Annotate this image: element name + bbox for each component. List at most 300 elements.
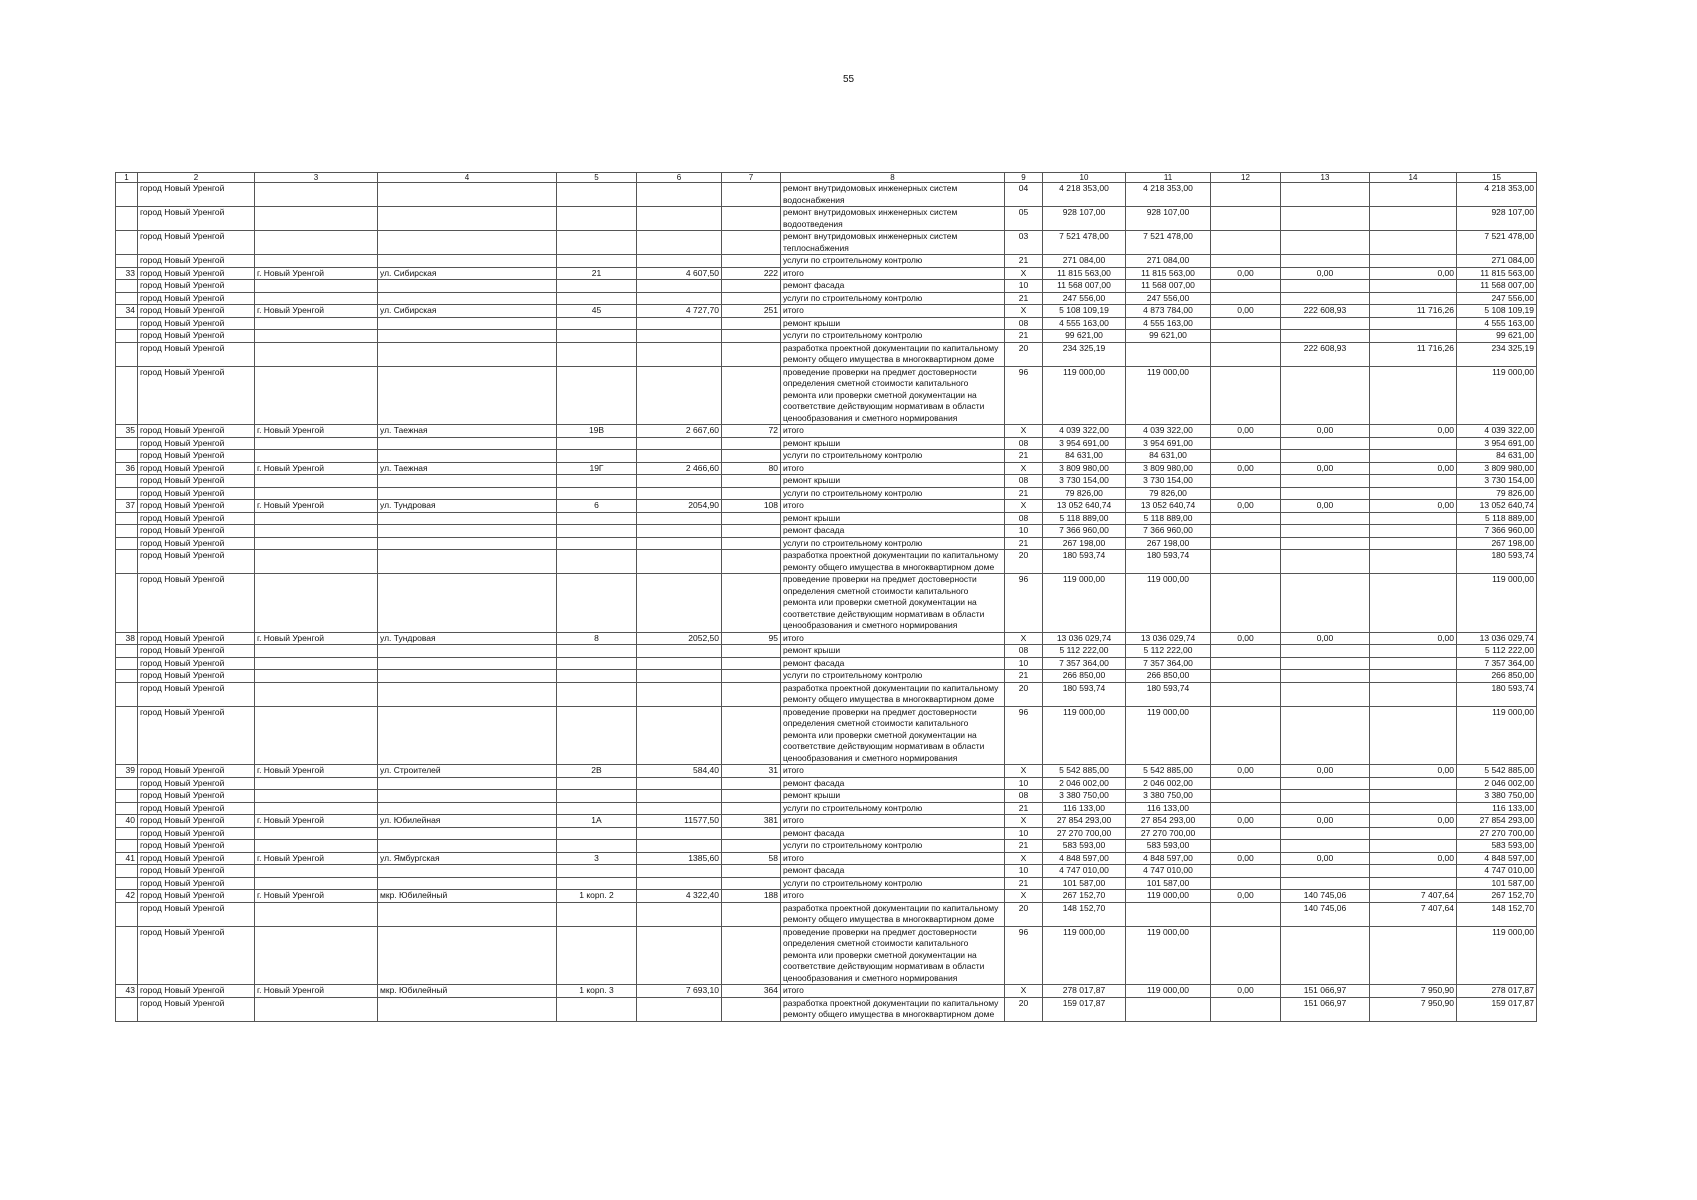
table-cell [637,802,722,815]
table-row-total [116,425,1537,438]
table-cell [255,827,378,840]
table-cell: 7 693,10 [637,985,722,998]
table-cell [557,487,637,500]
table-cell [557,330,637,343]
table-cell: 11 815 563,00 [1043,267,1126,280]
program-table [115,172,1537,1022]
table-row [116,255,1537,268]
column-number-10: 10 [1043,173,1126,183]
table-cell: 11 716,26 [1370,305,1457,318]
table-cell: 148 152,70 [1043,902,1126,926]
table-cell [255,280,378,293]
table-cell [378,537,557,550]
table-cell [1211,682,1281,706]
table-cell: X [1005,267,1043,280]
table-cell [378,330,557,343]
table-cell: ремонт крыши [781,512,1005,525]
table-cell [378,280,557,293]
table-cell [1126,342,1211,366]
table-cell [637,255,722,268]
table-cell: 05 [1005,207,1043,231]
table-cell: 3 809 980,00 [1043,462,1126,475]
table-row [116,902,1537,926]
table-cell [1370,537,1457,550]
table-cell [1370,292,1457,305]
table-cell: 584,40 [637,765,722,778]
table-cell [1370,317,1457,330]
table-cell [116,366,138,425]
table-cell: город Новый Уренгой [138,280,255,293]
table-cell: ул. Юбилейная [378,815,557,828]
table-cell: X [1005,425,1043,438]
table-cell: город Новый Уренгой [138,645,255,658]
table-cell [255,207,378,231]
table-cell: 84 631,00 [1043,450,1126,463]
table-cell [116,902,138,926]
table-cell: 96 [1005,366,1043,425]
table-cell: 11 716,26 [1370,342,1457,366]
table-cell: 80 [722,462,781,475]
table-row [116,877,1537,890]
table-cell [255,670,378,683]
table-cell [637,512,722,525]
table-cell [637,902,722,926]
table-cell [637,487,722,500]
table-cell: 140 745,06 [1281,902,1370,926]
table-cell [1281,827,1370,840]
table-cell: 99 621,00 [1043,330,1126,343]
table-row [116,512,1537,525]
table-row [116,840,1537,853]
table-cell [1370,450,1457,463]
table-cell [1370,670,1457,683]
table-cell: 5 112 222,00 [1043,645,1126,658]
table-cell: город Новый Уренгой [138,632,255,645]
table-cell: 3 730 154,00 [1457,475,1537,488]
table-cell: ремонт крыши [781,437,1005,450]
table-cell [1370,550,1457,574]
table-cell: 0,00 [1211,500,1281,513]
table-cell: город Новый Уренгой [138,487,255,500]
table-cell: услуги по строительному контролю [781,487,1005,500]
table-cell [1211,207,1281,231]
table-cell: X [1005,985,1043,998]
table-cell: 247 556,00 [1126,292,1211,305]
table-cell [1281,231,1370,255]
table-cell [255,450,378,463]
table-cell: 08 [1005,512,1043,525]
table-cell [557,550,637,574]
table-cell: 0,00 [1211,852,1281,865]
table-cell [722,183,781,207]
column-number-9: 9 [1005,173,1043,183]
table-cell: 119 000,00 [1457,706,1537,765]
table-cell: город Новый Уренгой [138,500,255,513]
table-cell [378,255,557,268]
table-cell [378,802,557,815]
table-cell [255,574,378,633]
column-number-6: 6 [637,173,722,183]
table-cell: 0,00 [1370,500,1457,513]
table-row [116,865,1537,878]
table-cell: 4 848 597,00 [1457,852,1537,865]
table-cell: 222 608,93 [1281,305,1370,318]
table-cell: ремонт внутридомовых инженерных систем теплоснабжения [781,231,1005,255]
table-cell [557,207,637,231]
table-cell [378,926,557,985]
table-row-total [116,305,1537,318]
table-cell: 159 017,87 [1043,997,1126,1021]
table-cell: мкр. Юбилейный [378,890,557,903]
table-cell: 21 [1005,802,1043,815]
table-cell [557,475,637,488]
table-cell: 38 [116,632,138,645]
table-cell: ремонт фасада [781,865,1005,878]
table-cell [1211,450,1281,463]
table-cell: разработка проектной документации по капитальному ремонту общего имущества в многоквартирном доме [781,550,1005,574]
table-cell [1211,706,1281,765]
table-row-total [116,632,1537,645]
table-cell [722,645,781,658]
table-cell: 3 730 154,00 [1043,475,1126,488]
table-cell [378,682,557,706]
table-cell: г. Новый Уренгой [255,765,378,778]
table-cell [1370,865,1457,878]
table-cell [1211,231,1281,255]
table-cell [116,777,138,790]
table-cell: г. Новый Уренгой [255,852,378,865]
table-cell [722,487,781,500]
table-cell: 0,00 [1211,815,1281,828]
table-row [116,450,1537,463]
table-cell [557,366,637,425]
table-cell [1211,475,1281,488]
table-cell [722,342,781,366]
table-cell: 99 621,00 [1457,330,1537,343]
table-cell [1370,255,1457,268]
table-cell: 364 [722,985,781,998]
table-cell: 5 118 889,00 [1126,512,1211,525]
table-cell [1211,790,1281,803]
table-cell [557,997,637,1021]
table-cell [637,790,722,803]
table-cell: 116 133,00 [1457,802,1537,815]
table-cell: г. Новый Уренгой [255,815,378,828]
table-cell [1211,512,1281,525]
table-cell [116,550,138,574]
table-cell: итого [781,632,1005,645]
table-cell: 10 [1005,827,1043,840]
table-cell: 7 357 364,00 [1126,657,1211,670]
table-cell [255,342,378,366]
table-cell: город Новый Уренгой [138,255,255,268]
table-cell: 3 809 980,00 [1457,462,1537,475]
column-number-15: 15 [1457,173,1537,183]
table-cell [1370,645,1457,658]
table-cell: 3 380 750,00 [1043,790,1126,803]
table-cell [255,437,378,450]
table-cell [557,280,637,293]
table-cell: итого [781,852,1005,865]
table-cell [255,790,378,803]
table-cell [116,645,138,658]
table-cell: 4 848 597,00 [1043,852,1126,865]
table-cell [116,525,138,538]
table-cell: услуги по строительному контролю [781,537,1005,550]
table-cell: 7 521 478,00 [1126,231,1211,255]
table-row [116,537,1537,550]
table-cell [116,280,138,293]
table-cell [116,865,138,878]
table-cell: 101 587,00 [1457,877,1537,890]
table-cell [1211,902,1281,926]
table-cell: 21 [1005,255,1043,268]
table-cell [637,366,722,425]
table-cell [637,877,722,890]
table-cell: 116 133,00 [1126,802,1211,815]
table-cell: 99 621,00 [1126,330,1211,343]
table-cell: 27 854 293,00 [1043,815,1126,828]
table-cell [557,645,637,658]
table-cell: 13 052 640,74 [1126,500,1211,513]
table-cell: 4 555 163,00 [1126,317,1211,330]
column-number-4: 4 [378,173,557,183]
table-cell: разработка проектной документации по капитальному ремонту общего имущества в многоквартирном доме [781,902,1005,926]
table-cell: 79 826,00 [1126,487,1211,500]
table-cell: X [1005,305,1043,318]
table-cell: город Новый Уренгой [138,840,255,853]
table-cell: 251 [722,305,781,318]
table-cell: 42 [116,890,138,903]
table-cell: 278 017,87 [1043,985,1126,998]
table-cell [637,574,722,633]
table-cell [557,537,637,550]
table-row [116,475,1537,488]
table-cell [1211,877,1281,890]
table-cell [637,997,722,1021]
table-cell [637,525,722,538]
table-cell [116,790,138,803]
table-cell [1211,657,1281,670]
table-cell: ул. Сибирская [378,267,557,280]
table-cell: 13 052 640,74 [1043,500,1126,513]
table-cell: 13 036 029,74 [1126,632,1211,645]
table-cell: 2 046 002,00 [1457,777,1537,790]
table-cell [637,317,722,330]
column-number-14: 14 [1370,173,1457,183]
table-cell: 96 [1005,926,1043,985]
table-cell: 5 542 885,00 [1457,765,1537,778]
table-cell [637,450,722,463]
table-cell [1211,330,1281,343]
table-cell [1281,437,1370,450]
table-cell: 928 107,00 [1457,207,1537,231]
table-cell: 2 466,60 [637,462,722,475]
table-cell: 3 380 750,00 [1126,790,1211,803]
table-cell: 4 555 163,00 [1457,317,1537,330]
table-cell: 101 587,00 [1043,877,1126,890]
table-cell [557,657,637,670]
table-cell [255,877,378,890]
table-cell [557,670,637,683]
table-cell: город Новый Уренгой [138,670,255,683]
table-cell [1370,802,1457,815]
table-cell: г. Новый Уренгой [255,632,378,645]
table-cell: 234 325,19 [1457,342,1537,366]
table-cell: 0,00 [1370,815,1457,828]
table-cell [557,682,637,706]
table-row [116,802,1537,815]
table-cell [255,487,378,500]
table-cell: 41 [116,852,138,865]
table-cell: город Новый Уренгой [138,462,255,475]
table-cell: 0,00 [1211,765,1281,778]
table-cell [255,550,378,574]
table-cell [1281,366,1370,425]
table-cell [378,512,557,525]
table-cell [557,317,637,330]
table-cell [1281,292,1370,305]
table-cell: 0,00 [1211,462,1281,475]
table-cell [116,682,138,706]
table-cell: 0,00 [1370,462,1457,475]
table-cell: 1 корп. 2 [557,890,637,903]
table-cell [1211,437,1281,450]
table-cell: 583 593,00 [1126,840,1211,853]
column-number-3: 3 [255,173,378,183]
table-cell: 08 [1005,790,1043,803]
table-cell: 10 [1005,280,1043,293]
table-cell [255,183,378,207]
table-cell [637,840,722,853]
table-cell [1370,827,1457,840]
table-cell [1370,574,1457,633]
table-cell [557,342,637,366]
table-cell [116,330,138,343]
table-cell [255,997,378,1021]
table-cell: город Новый Уренгой [138,537,255,550]
table-cell [378,997,557,1021]
table-cell [637,280,722,293]
table-cell [1281,926,1370,985]
table-cell: ул. Таежная [378,462,557,475]
table-cell [1281,670,1370,683]
table-cell: 267 198,00 [1457,537,1537,550]
column-number-8: 8 [781,173,1005,183]
table-cell [116,574,138,633]
table-cell: итого [781,500,1005,513]
table-cell [1281,487,1370,500]
table-cell [557,255,637,268]
table-cell: 31 [722,765,781,778]
table-cell: 11577,50 [637,815,722,828]
table-cell [722,902,781,926]
table-cell [1211,366,1281,425]
table-cell: город Новый Уренгой [138,550,255,574]
table-cell [255,645,378,658]
table-cell: ремонт фасада [781,777,1005,790]
table-cell [255,475,378,488]
table-cell [378,790,557,803]
table-cell: 140 745,06 [1281,890,1370,903]
table-cell [378,231,557,255]
table-cell: 40 [116,815,138,828]
table-cell [255,706,378,765]
table-cell: 7 407,64 [1370,902,1457,926]
table-cell [637,777,722,790]
table-cell: 20 [1005,342,1043,366]
table-cell [1211,670,1281,683]
table-cell: 33 [116,267,138,280]
table-cell: 119 000,00 [1457,366,1537,425]
table-cell [1281,317,1370,330]
table-cell [255,525,378,538]
table-cell: 7 521 478,00 [1457,231,1537,255]
table-cell: г. Новый Уренгой [255,425,378,438]
table-cell: 119 000,00 [1126,926,1211,985]
table-cell [722,802,781,815]
table-cell [255,292,378,305]
table-cell [1370,475,1457,488]
table-cell: 4 218 353,00 [1043,183,1126,207]
table-cell: 13 036 029,74 [1457,632,1537,645]
table-cell: 79 826,00 [1043,487,1126,500]
table-cell: 0,00 [1211,267,1281,280]
table-cell [116,512,138,525]
table-cell [722,827,781,840]
table-cell: город Новый Уренгой [138,902,255,926]
table-cell [255,657,378,670]
table-cell: город Новый Уренгой [138,574,255,633]
table-cell: 21 [1005,450,1043,463]
table-cell: 0,00 [1211,890,1281,903]
table-cell: X [1005,632,1043,645]
table-row [116,366,1537,425]
table-cell: 3 809 980,00 [1126,462,1211,475]
table-cell: ремонт крыши [781,645,1005,658]
table-cell [116,475,138,488]
table-cell: г. Новый Уренгой [255,985,378,998]
table-cell [1211,865,1281,878]
table-cell [1211,574,1281,633]
table-cell: город Новый Уренгой [138,802,255,815]
table-cell [722,231,781,255]
table-cell: 21 [1005,292,1043,305]
table-cell: 180 593,74 [1126,682,1211,706]
table-cell: 7 950,90 [1370,997,1457,1021]
table-cell [557,877,637,890]
table-cell [722,670,781,683]
table-cell [557,574,637,633]
table-cell [1281,330,1370,343]
table-cell: X [1005,852,1043,865]
table-cell: 0,00 [1211,305,1281,318]
table-cell: город Новый Уренгой [138,330,255,343]
table-cell: 11 568 007,00 [1457,280,1537,293]
table-cell: 10 [1005,657,1043,670]
table-cell: 27 270 700,00 [1126,827,1211,840]
table-cell: 0,00 [1281,632,1370,645]
table-row [116,926,1537,985]
column-number-12: 12 [1211,173,1281,183]
table-cell: 7 366 960,00 [1457,525,1537,538]
table-cell: город Новый Уренгой [138,926,255,985]
table-cell: 0,00 [1370,632,1457,645]
table-row [116,706,1537,765]
table-cell: город Новый Уренгой [138,183,255,207]
table-cell [1281,574,1370,633]
table-cell [1281,657,1370,670]
